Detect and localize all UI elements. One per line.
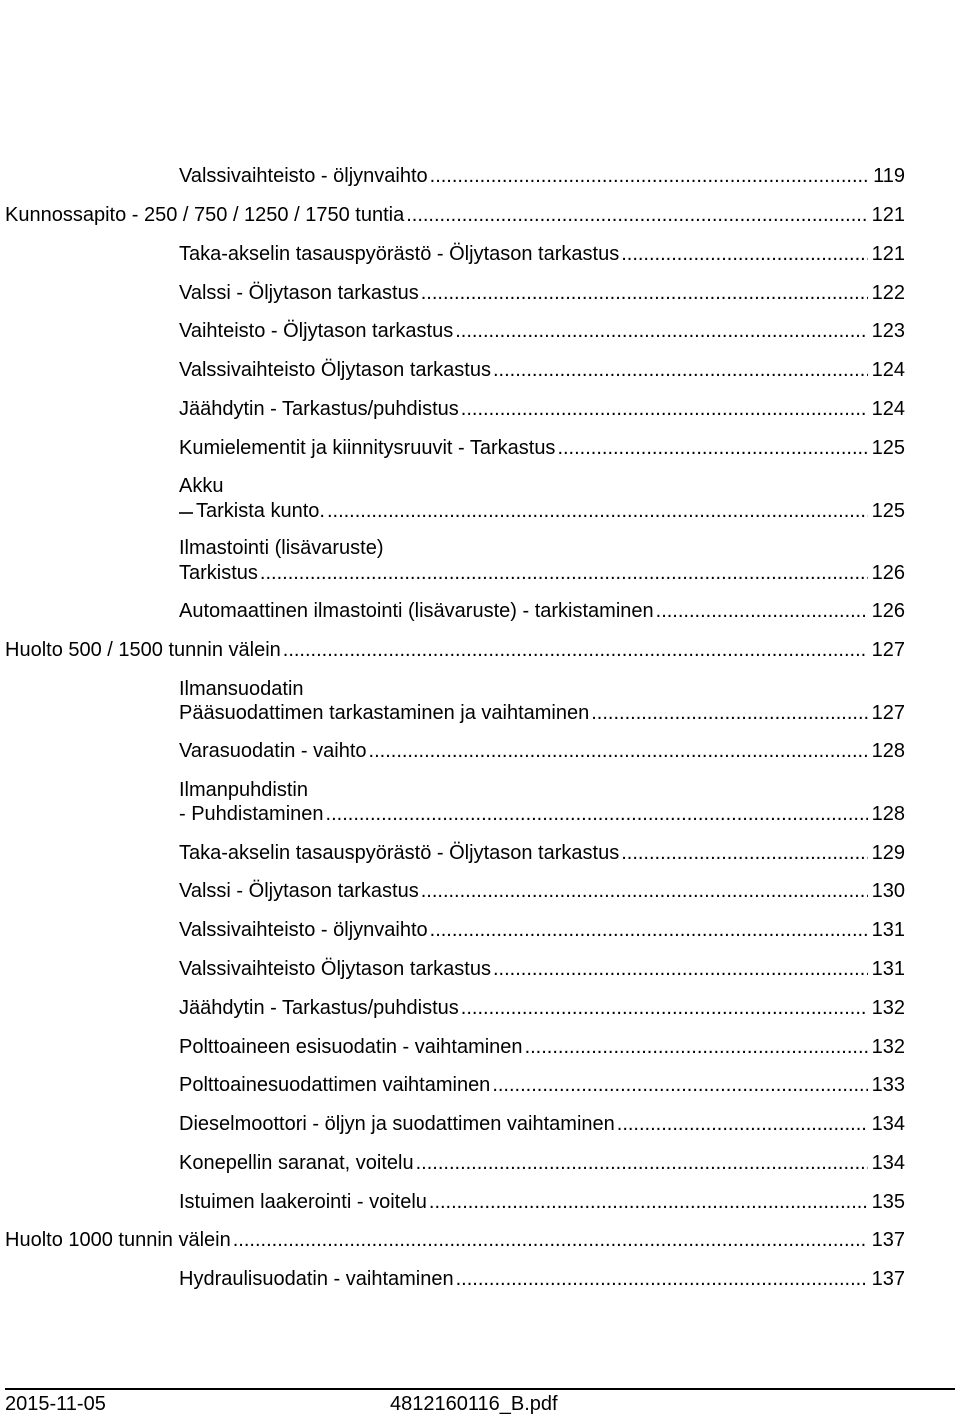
toc-entry-page: 127	[871, 639, 905, 661]
dot-leader	[430, 918, 868, 942]
dot-leader	[461, 397, 868, 421]
toc-entry-title: Istuimen laakerointi - voitelu	[179, 1191, 427, 1213]
toc-entry-title: Polttoainesuodattimen vaihtaminen	[179, 1074, 491, 1096]
toc-entry[interactable]	[179, 841, 905, 865]
toc-entry[interactable]	[179, 436, 905, 460]
toc-group-heading: Ilmanpuhdistin	[179, 779, 308, 801]
dot-leader	[421, 879, 868, 903]
dot-leader	[493, 957, 868, 981]
dot-leader	[429, 1190, 868, 1214]
dot-leader	[430, 164, 869, 188]
toc-entry-page: 133	[871, 1074, 905, 1096]
toc-entry-title: Kunnossapito - 250 / 750 / 1250 / 1750 tuntia	[5, 204, 405, 226]
footer-divider	[5, 1388, 955, 1390]
toc-entry-title: Polttoaineen esisuodatin - vaihtaminen	[179, 1036, 523, 1058]
toc-entry[interactable]	[179, 918, 905, 942]
footer-date: 2015-11-05	[5, 1393, 106, 1415]
toc-entry-page: 137	[871, 1268, 905, 1290]
toc-entry-page: 131	[871, 919, 905, 941]
dot-leader	[416, 1151, 868, 1175]
toc-entry-title: Jäähdytin - Tarkastus/puhdistus	[179, 997, 459, 1019]
toc-entry[interactable]	[179, 957, 905, 981]
toc-entry[interactable]	[5, 203, 905, 227]
toc-group-heading: Akku	[179, 475, 224, 497]
toc-entry-page: 121	[871, 204, 905, 226]
dot-leader	[455, 319, 867, 343]
toc-entry-page: 125	[871, 500, 905, 522]
toc-entry[interactable]	[179, 1035, 905, 1059]
toc-entry-page: 121	[871, 243, 905, 265]
dot-leader	[406, 203, 867, 227]
toc-entry[interactable]	[179, 599, 905, 623]
toc-entry[interactable]	[179, 996, 905, 1020]
toc-entry-title: Valssivaihteisto Öljytason tarkastus	[179, 958, 491, 980]
toc-entry[interactable]	[179, 802, 905, 826]
dot-leader	[421, 281, 868, 305]
toc-entry-title: Huolto 500 / 1500 tunnin välein	[5, 639, 281, 661]
toc-entry-title: Valssivaihteisto Öljytason tarkastus	[179, 359, 491, 381]
toc-entry-title: Tarkistus	[179, 562, 258, 584]
toc-entry[interactable]	[5, 638, 905, 662]
toc-entry-title: Valssivaihteisto - öljynvaihto	[179, 919, 428, 941]
toc-group-heading: Ilmastointi (lisävaruste)	[179, 537, 384, 559]
toc-entry[interactable]	[5, 1228, 905, 1252]
toc-entry-page: 125	[871, 437, 905, 459]
toc-entry-title: Valssi - Öljytason tarkastus	[179, 880, 419, 902]
toc-entry[interactable]	[179, 242, 905, 266]
toc-entry-page: 123	[871, 320, 905, 342]
toc-entry[interactable]	[179, 701, 905, 725]
toc-entry-page: 132	[871, 997, 905, 1019]
toc-entry[interactable]	[179, 879, 905, 903]
dot-leader	[525, 1035, 868, 1059]
dot-leader	[369, 739, 868, 763]
toc-entry-page: 131	[871, 958, 905, 980]
dot-leader	[492, 1073, 867, 1097]
toc-entry[interactable]	[179, 739, 905, 763]
toc-entry-title: Taka-akselin tasauspyörästö - Öljytason tarkastus	[179, 243, 620, 265]
toc-entry-page: 128	[871, 803, 905, 825]
toc-entry-page: 129	[871, 842, 905, 864]
toc-entry[interactable]	[179, 1151, 905, 1175]
toc-entry-title: Taka-akselin tasauspyörästö - Öljytason tarkastus	[179, 842, 620, 864]
toc-entry-title: Hydraulisuodatin - vaihtaminen	[179, 1268, 454, 1290]
toc-entry-page: 124	[871, 359, 905, 381]
dot-leader	[260, 561, 868, 585]
dot-leader	[233, 1228, 868, 1252]
toc-entry-page: 128	[871, 740, 905, 762]
toc-entry-page: 124	[871, 398, 905, 420]
toc-entry-page: 130	[871, 880, 905, 902]
toc-entry[interactable]	[179, 561, 905, 585]
dot-leader	[591, 701, 867, 725]
dot-leader	[493, 358, 868, 382]
dot-leader	[621, 242, 867, 266]
toc-entry-page: 134	[871, 1152, 905, 1174]
toc-entry-title	[179, 499, 325, 523]
toc-entry-title: Huolto 1000 tunnin välein	[5, 1229, 231, 1251]
dot-leader	[656, 599, 868, 623]
toc-entry-title: Valssi - Öljytason tarkastus	[179, 282, 419, 304]
toc-group-heading: Ilmansuodatin	[179, 678, 304, 700]
toc-entry[interactable]	[179, 1267, 905, 1291]
toc-entry-page: 119	[873, 165, 905, 187]
toc-entry-title: - Puhdistaminen	[179, 803, 324, 825]
dot-leader	[327, 499, 868, 523]
dot-leader	[461, 996, 868, 1020]
toc-entry[interactable]	[179, 1112, 905, 1136]
dot-leader	[557, 436, 867, 460]
toc-entry[interactable]	[179, 1073, 905, 1097]
dot-leader	[456, 1267, 868, 1291]
dot-leader	[621, 841, 867, 865]
toc-entry[interactable]	[179, 397, 905, 421]
toc-entry-page: 137	[871, 1229, 905, 1251]
toc-entry-page: 126	[871, 562, 905, 584]
toc-entry-title: Kumielementit ja kiinnitysruuvit - Tarkastus	[179, 437, 556, 459]
toc-entry-page: 132	[871, 1036, 905, 1058]
toc-entry-title: Vaihteisto - Öljytason tarkastus	[179, 320, 454, 342]
toc-entry[interactable]	[179, 319, 905, 343]
toc-entry[interactable]	[179, 281, 905, 305]
toc-entry-title: Valssivaihteisto - öljynvaihto	[179, 165, 428, 187]
toc-entry-title: Jäähdytin - Tarkastus/puhdistus	[179, 398, 459, 420]
dot-leader	[617, 1112, 868, 1136]
toc-entry-page: 122	[871, 282, 905, 304]
toc-entry-title: Dieselmoottori - öljyn ja suodattimen vaihtaminen	[179, 1113, 615, 1135]
footer-filename: 4812160116_B.pdf	[390, 1393, 558, 1415]
toc-entry[interactable]	[179, 358, 905, 382]
toc-entry-title-text: Tarkista kunto.	[196, 500, 325, 522]
dot-leader	[326, 802, 868, 826]
toc-entry-page: 134	[871, 1113, 905, 1135]
toc-entry[interactable]	[179, 499, 905, 523]
toc-entry-title: Pääsuodattimen tarkastaminen ja vaihtaminen	[179, 702, 590, 724]
toc-entry-title: Konepellin saranat, voitelu	[179, 1152, 414, 1174]
toc-entry-page: 127	[871, 702, 905, 724]
dot-leader	[283, 638, 868, 662]
dash-icon	[179, 506, 193, 518]
toc-entry[interactable]	[179, 1190, 905, 1214]
toc-entry-page: 126	[871, 600, 905, 622]
toc-entry-page: 135	[871, 1191, 905, 1213]
toc-entry-title: Varasuodatin - vaihto	[179, 740, 367, 762]
toc-entry-title: Automaattinen ilmastointi (lisävaruste) - tarkistaminen	[179, 600, 654, 622]
toc-entry[interactable]	[179, 164, 905, 188]
